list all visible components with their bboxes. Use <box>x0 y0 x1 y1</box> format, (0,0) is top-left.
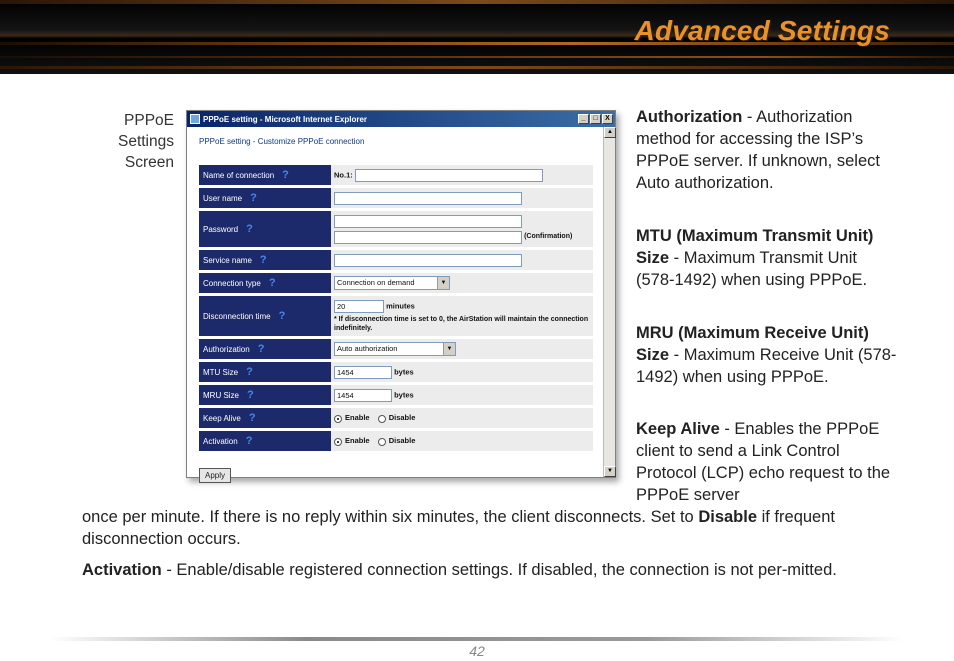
banner-stripe <box>0 0 954 4</box>
mtu-size-input[interactable]: 1454 <box>334 366 392 379</box>
description: if frequent disconnection occurs. <box>82 508 835 548</box>
label-cell <box>199 362 331 382</box>
field-label: Keep Alive <box>203 414 241 423</box>
help-icon[interactable]: ? <box>257 343 265 355</box>
password-input[interactable] <box>334 215 522 228</box>
label-cell <box>199 188 331 208</box>
row-mru-size <box>199 385 593 405</box>
label-cell <box>199 385 331 405</box>
help-icon[interactable]: ? <box>248 412 256 424</box>
confirmation-label: (Confirmation) <box>524 232 573 240</box>
description: - Maximum Transmit Unit (578-1492) when using PPPoE. <box>636 249 868 289</box>
value-cell <box>331 273 593 293</box>
label-cell <box>199 431 331 451</box>
selected-value: Auto authorization <box>337 344 398 353</box>
value-cell <box>331 408 593 428</box>
close-button[interactable]: X <box>602 114 613 124</box>
maximize-button[interactable]: □ <box>590 114 601 124</box>
value-cell <box>331 165 593 185</box>
help-icon[interactable]: ? <box>247 389 254 401</box>
user-name-input[interactable] <box>334 192 522 205</box>
connection-type-select[interactable] <box>334 276 450 290</box>
term: MRU (Maximum Receive Unit) Size <box>636 324 869 364</box>
window-body <box>187 127 603 480</box>
ie-icon <box>190 114 200 124</box>
connection-name-input[interactable] <box>355 169 543 182</box>
connection-number: No.1: <box>334 169 353 179</box>
unit-label: bytes <box>394 366 414 376</box>
page-number: 42 <box>469 643 485 659</box>
radio-label: Enable <box>345 413 370 423</box>
banner-stripe <box>0 66 954 69</box>
help-icon[interactable]: ? <box>259 254 267 266</box>
help-icon[interactable]: ? <box>278 310 286 322</box>
term: Authorization <box>636 108 743 126</box>
row-authorization <box>199 339 593 359</box>
chevron-down-icon: ▼ <box>443 343 455 355</box>
service-name-input[interactable] <box>334 254 522 267</box>
value-cell <box>331 188 593 208</box>
scroll-down-icon[interactable]: ▼ <box>604 466 616 477</box>
apply-button[interactable]: Apply <box>199 468 231 483</box>
page-title: Advanced Settings <box>634 15 890 46</box>
value-cell <box>331 431 593 451</box>
row-mtu-size <box>199 362 593 382</box>
label-cell <box>199 165 331 185</box>
form-heading: PPPoE setting - Customize PPPoE connection <box>199 137 365 146</box>
pppoe-settings-screenshot <box>186 110 616 478</box>
mtu-description <box>636 225 898 291</box>
value-cell <box>331 296 593 336</box>
description: once per minute. If there is no reply within six minutes, the client disconnects. Set to <box>82 508 699 526</box>
activation-disable-radio[interactable] <box>378 438 386 446</box>
field-label: MRU Size <box>203 391 240 400</box>
field-label: MTU Size <box>203 368 239 377</box>
help-icon[interactable]: ? <box>246 223 253 235</box>
description: - Enables the PPPoE client to send a Link Control Protocol (LCP) echo request to the PPPoE server <box>636 420 891 504</box>
field-label: Authorization <box>203 345 250 354</box>
window-title: PPPoE setting - Microsoft Internet Explorer <box>203 114 368 124</box>
description: - Enable/disable registered connection settings. If disabled, the connection is not per-mitted. <box>161 561 837 579</box>
keep-alive-disable-radio[interactable] <box>378 415 386 423</box>
row-service-name <box>199 250 593 270</box>
window-titlebar <box>187 111 615 127</box>
caption-line: Settings <box>117 133 174 150</box>
minimize-button[interactable]: _ <box>578 114 589 124</box>
radio-label: Enable <box>345 436 370 446</box>
label-cell <box>199 273 331 293</box>
field-label: Password <box>203 225 239 234</box>
vertical-scrollbar[interactable] <box>603 127 615 477</box>
authorization-select[interactable] <box>334 342 456 356</box>
label-cell <box>199 339 331 359</box>
keep-alive-description <box>636 418 898 506</box>
chevron-down-icon: ▼ <box>437 277 449 289</box>
field-label: Name of connection <box>203 171 275 180</box>
label-cell <box>199 296 331 336</box>
radio-label: Disable <box>388 413 416 423</box>
value-cell <box>331 385 593 405</box>
row-keep-alive <box>199 408 593 428</box>
caption-line: PPPoE <box>124 112 174 129</box>
description: - Maximum Receive Unit (578-1492) when using PPPoE. <box>636 346 897 386</box>
activation-enable-radio[interactable] <box>334 438 342 446</box>
header-banner <box>0 0 954 74</box>
row-activation <box>199 431 593 451</box>
row-password <box>199 211 593 247</box>
label-cell <box>199 250 331 270</box>
help-icon[interactable]: ? <box>245 435 253 447</box>
unit-label: bytes <box>394 389 414 399</box>
unit-label: minutes <box>386 300 415 310</box>
row-user-name <box>199 188 593 208</box>
scroll-up-icon[interactable]: ▲ <box>604 127 616 138</box>
help-icon[interactable]: ? <box>246 366 253 378</box>
field-label: User name <box>203 194 243 203</box>
help-icon[interactable]: ? <box>282 169 289 181</box>
keep-alive-description-continued <box>82 506 892 550</box>
field-label: Service name <box>203 256 252 265</box>
row-connection-type <box>199 273 593 293</box>
radio-label: Disable <box>388 436 416 446</box>
row-name-of-connection <box>199 165 593 185</box>
description: - Authorization method for accessing the ISP’s PPPoE server. If unknown, select Auto authorization. <box>636 108 880 192</box>
caption-line: Screen <box>124 154 174 171</box>
banner-stripe <box>0 56 954 58</box>
field-label: Activation <box>203 437 238 446</box>
password-confirm-input[interactable] <box>334 231 522 244</box>
term: MTU (Maximum Transmit Unit) Size <box>636 227 874 267</box>
term: Activation <box>82 561 162 579</box>
value-cell <box>331 339 593 359</box>
value-cell <box>331 250 593 270</box>
selected-value: Connection on demand <box>337 278 415 287</box>
label-cell <box>199 408 331 428</box>
mru-size-input[interactable]: 1454 <box>334 389 392 402</box>
mru-description <box>636 322 898 388</box>
pppoe-form <box>199 162 593 454</box>
disconnection-note: * If disconnection time is set to 0, the AirStation will maintain the connection indefinitely. <box>334 315 589 332</box>
help-icon[interactable]: ? <box>250 192 257 204</box>
value-cell <box>331 362 593 382</box>
field-label: Connection type <box>203 279 261 288</box>
term: Keep Alive <box>636 420 720 438</box>
value-cell <box>331 211 593 247</box>
row-disconnection-time <box>199 296 593 336</box>
keep-alive-enable-radio[interactable] <box>334 415 342 423</box>
activation-description <box>82 559 892 581</box>
screenshot-caption <box>100 110 174 173</box>
label-cell <box>199 211 331 247</box>
field-label: Disconnection time <box>203 312 271 321</box>
help-icon[interactable]: ? <box>268 277 276 289</box>
term: Disable <box>698 508 758 526</box>
footer-divider <box>50 637 904 641</box>
disconnection-time-input[interactable]: 20 <box>334 300 384 313</box>
authorization-description <box>636 106 898 194</box>
